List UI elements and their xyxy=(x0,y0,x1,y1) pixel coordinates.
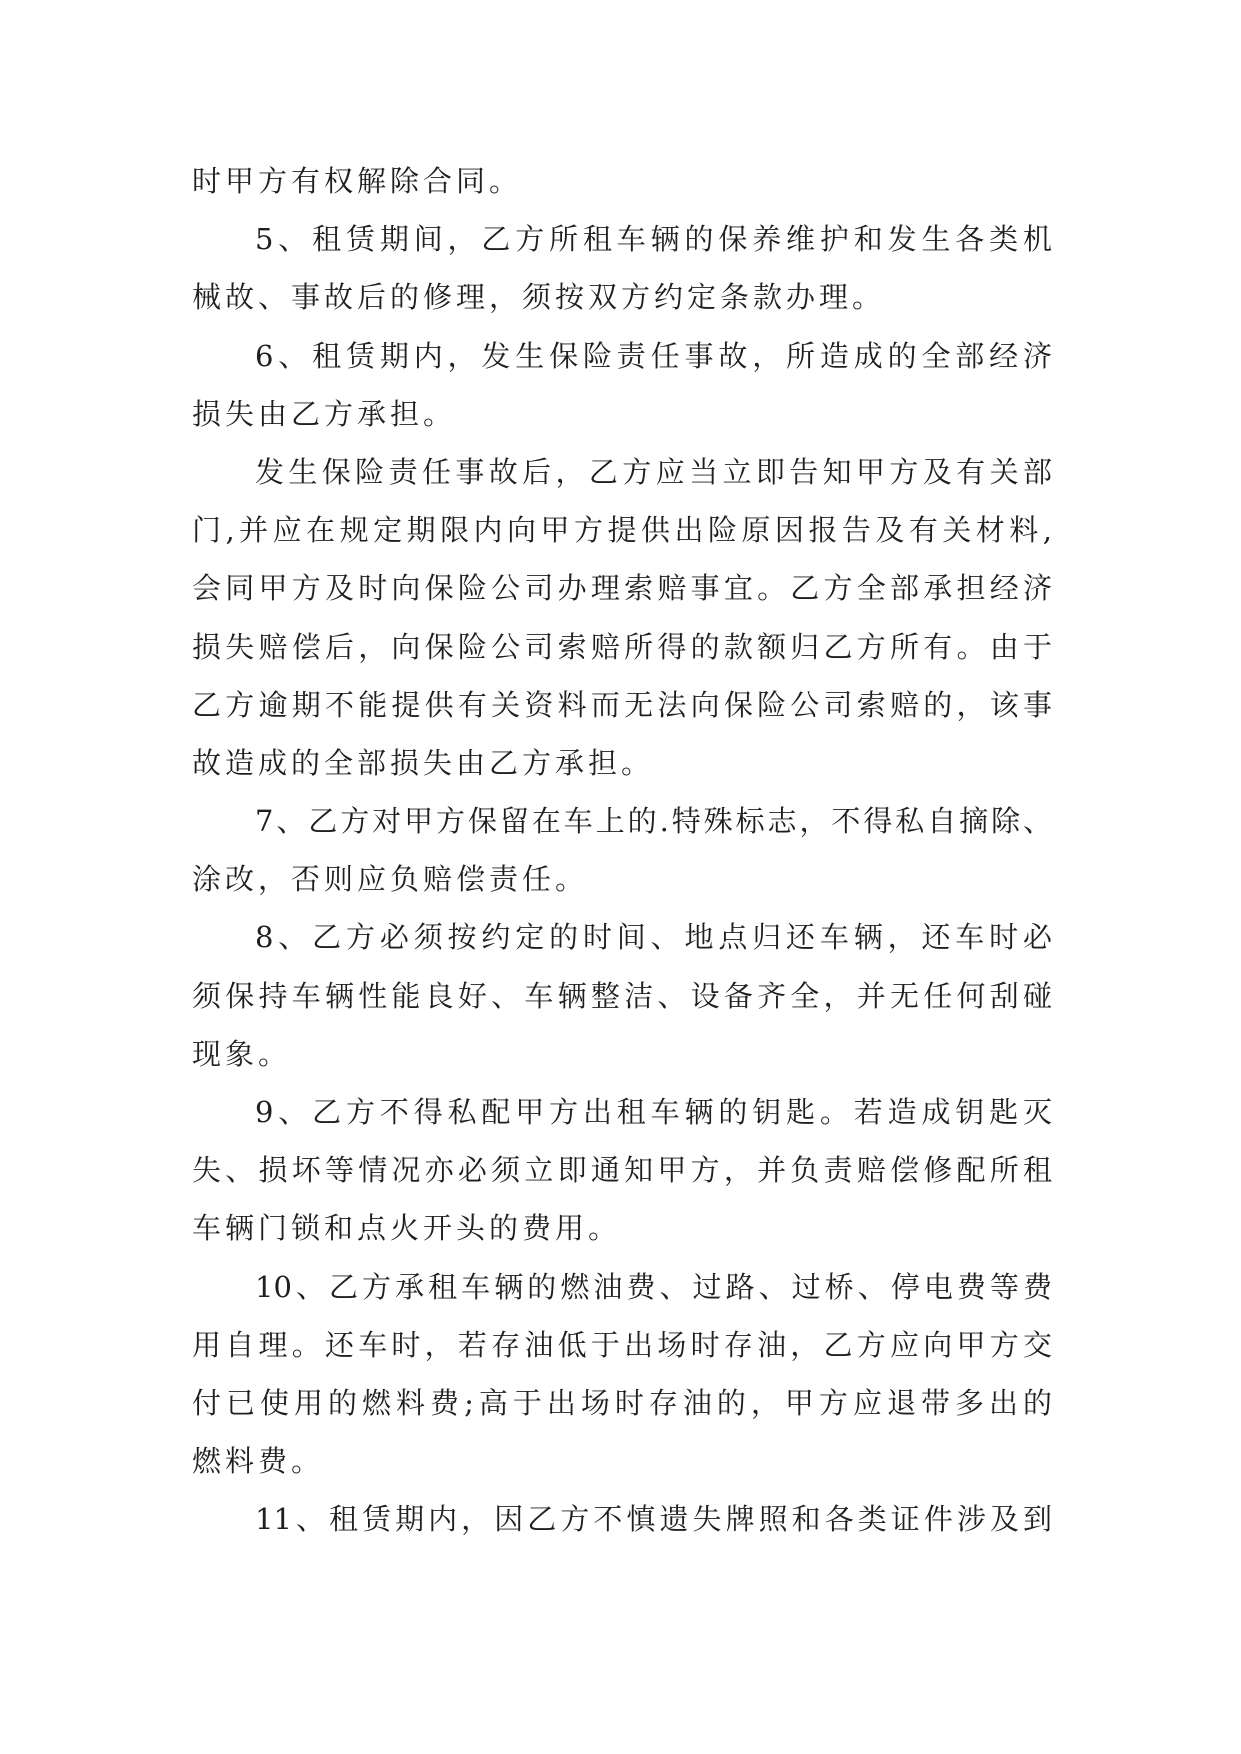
text-line: 会同甲方及时向保险公司办理索赔事宜。乙方全部承担经济 xyxy=(192,571,1052,606)
text-line: 发生保险责任事故后，乙方应当立即告知甲方及有关部 xyxy=(255,454,1052,489)
text-line: 7、乙方对甲方保留在车上的.特殊标志，不得私自摘除、 xyxy=(255,804,1052,839)
text-line: 用自理。还车时，若存油低于出场时存油，乙方应向甲方交 xyxy=(192,1327,1052,1362)
text-line: 损失赔偿后，向保险公司索赔所得的款额归乙方所有。由于 xyxy=(192,629,1052,664)
text-line: 付已使用的燃料费;高于出场时存油的，甲方应退带多出的 xyxy=(192,1385,1052,1420)
text-line: 故造成的全部损失由乙方承担。 xyxy=(192,745,655,780)
text-line: 9、乙方不得私配甲方出租车辆的钥匙。若造成钥匙灭 xyxy=(255,1095,1052,1129)
text-line: 5、租赁期间，乙方所租车辆的保养维护和发生各类机 xyxy=(255,222,1052,257)
text-line: 燃料费。 xyxy=(192,1444,325,1479)
text-line: 11、租赁期内，因乙方不慎遗失牌照和各类证件涉及到 xyxy=(255,1502,1052,1537)
text-line: 损失由乙方承担。 xyxy=(192,396,457,431)
text-line: 6、租赁期内，发生保险责任事故，所造成的全部经济 xyxy=(255,338,1052,373)
text-line: 乙方逾期不能提供有关资料而无法向保险公司索赔的，该事 xyxy=(192,687,1052,722)
text-line: 车辆门锁和点火开头的费用。 xyxy=(192,1211,622,1246)
text-line: 门,并应在规定期限内向甲方提供出险原因报告及有关材料, xyxy=(192,513,1052,548)
text-line: 须保持车辆性能良好、车辆整洁、设备齐全，并无任何刮碰 xyxy=(192,978,1052,1013)
text-line: 现象。 xyxy=(192,1036,292,1071)
text-line: 8、乙方必须按约定的时间、地点归还车辆，还车时必 xyxy=(255,920,1052,955)
text-line: 10、乙方承租车辆的燃油费、过路、过桥、停电费等费 xyxy=(255,1269,1052,1304)
document-body xyxy=(192,152,1052,1549)
text-line: 涂改，否则应负赔偿责任。 xyxy=(192,862,589,897)
text-line: 时甲方有权解除合同。 xyxy=(192,164,523,198)
text-line: 失、损坏等情况亦必须立即通知甲方，并负责赔偿修配所租 xyxy=(192,1153,1052,1188)
text-line: 械故、事故后的修理，须按双方约定条款办理。 xyxy=(192,280,886,315)
